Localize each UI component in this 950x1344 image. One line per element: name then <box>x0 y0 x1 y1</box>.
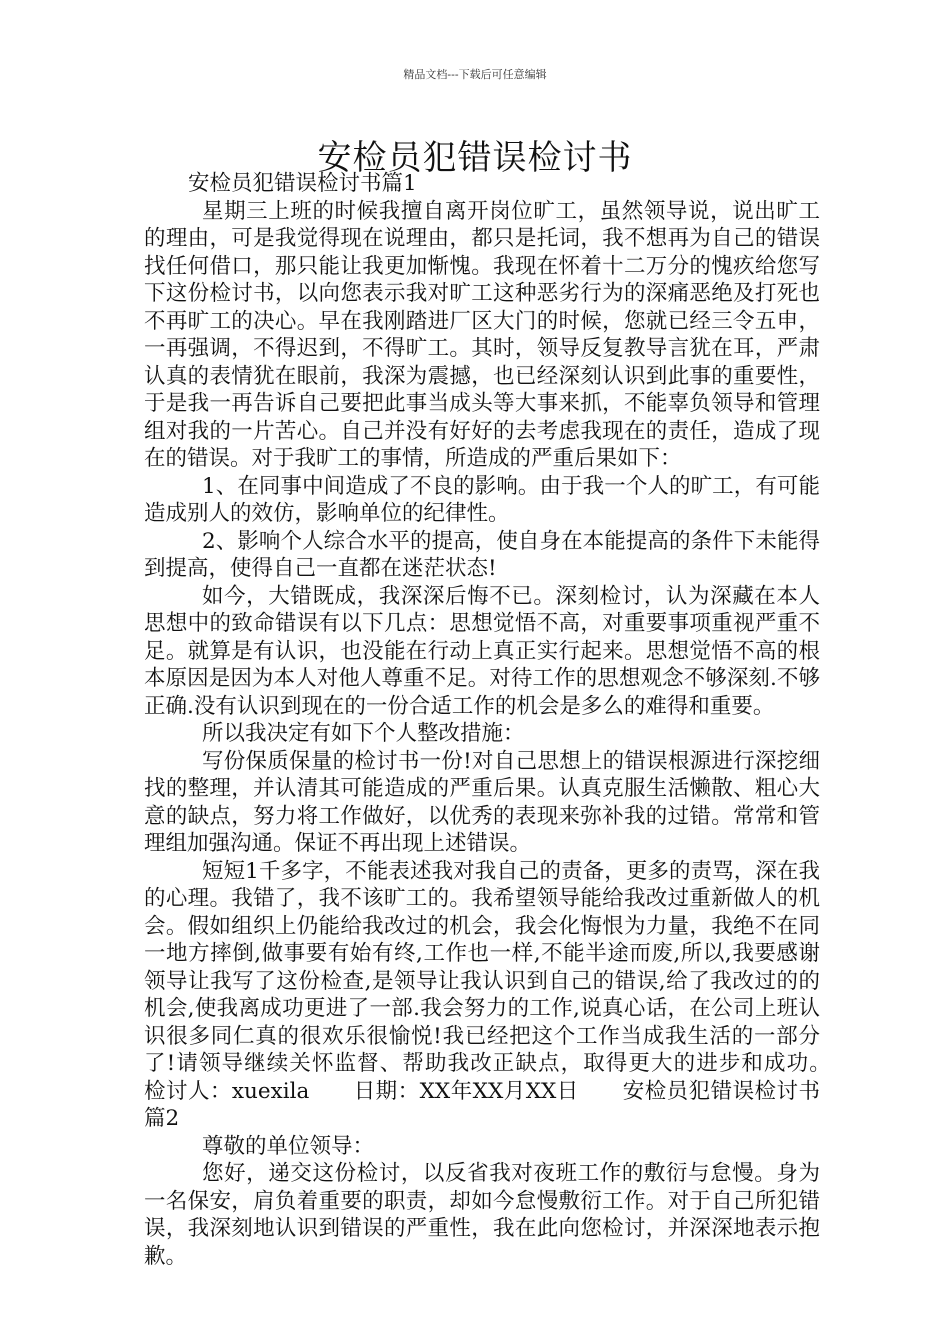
list-item: 1、在同事中间造成了不良的影响。由于我一个人的旷工，有可能造成别人的效仿，影响单位的纪律性。 <box>144 473 820 526</box>
document-title: 安检员犯错误检讨书 <box>317 138 633 178</box>
section-heading-1: 安检员犯错误检讨书篇1 <box>188 171 417 196</box>
paragraph: 如今，大错既成，我深深后悔不已。深刻检讨，认为深藏在本人思想中的致命错误有以下几点：思想觉悟不高，对重要事项重视严重不足。就算是有认识，也没能在行动上真正实行起来。思想觉悟不高的根本原因是因为本人对他人尊重不足。对待工作的思想观念不够深刻.不够正确.没有认识到现在的一份合适工作的机会是多么的难得和重要。 <box>144 583 820 719</box>
paragraph: 星期三上班的时候我擅自离开岗位旷工，虽然领导说，说出旷工的理由，可是我觉得现在说理由，都只是托词，我不想再为自己的错误找任何借口，那只能让我更加惭愧。我现在怀着十二万分的愧疚给您写下这份检讨书，以向您表示我对旷工这种恶劣行为的深痛恶绝及打死也不再旷工的决心。早在我刚踏进厂区大门的时候，您就已经三令五申，一再强调，不得迟到，不得旷工。其时，领导反复教导言犹在耳，严肃认真的表情犹在眼前，我深为震撼，也已经深刻认识到此事的重要性，于是我一再告诉自己要把此事当成头等大事来抓，不能辜负领导和管理组对我的一片苦心。自己并没有好好的去考虑我现在的责任，造成了现在的错误。对于我旷工的事情，所造成的严重后果如下： <box>144 198 820 471</box>
header-note: 精品文档---下载后可任意编辑 <box>403 68 547 81</box>
document-body <box>144 170 864 1270</box>
paragraph: 短短1千多字，不能表述我对我自己的责备，更多的责骂，深在我的心理。我错了，我不该旷工的。我希望领导能给我改过重新做人的机会。假如组织上仍能给我改过的机会，我会化悔恨为力量，我绝不在同一地方摔倒,做事要有始有终,工作也一样,不能半途而废,所以,我要感谢领导让我写了这份检查,是领导让我认识到自己的错误,给了我改过的的机会,使我离成功更进了一部.我会努力的工作,说真心话，在公司上班认识很多同仁真的很欢乐很愉悦!我已经把这个工作当成我生活的一部分了!请领导继续关怀监督、帮助我改正缺点，取得更大的进步和成功。 检讨人：xuexila 日期：XX年XX月XX日 安检员犯错误检讨书篇2 <box>144 858 864 1131</box>
paragraph: 写份保质保量的检讨书一份!对自己思想上的错误根源进行深挖细找的整理，并认清其可能造成的严重后果。认真克服生活懒散、粗心大意的缺点，努力将工作做好，以优秀的表现来弥补我的过错。常常和管理组加强沟通。保证不再出现上述错误。 <box>144 748 820 856</box>
salutation: 尊敬的单位领导： <box>202 1133 375 1159</box>
list-item: 2、影响个人综合水平的提高，使自身在本能提高的条件下未能得到提高，使得自己一直都在迷茫状态! <box>144 528 820 581</box>
paragraph: 您好，递交这份检讨，以反省我对夜班工作的敷衍与怠慢。身为一名保安，肩负着重要的职责，却如今怠慢敷衍工作。对于自己所犯错误，我深刻地认识到错误的严重性，我在此向您检讨，并深深地表示抱歉。 <box>144 1161 820 1269</box>
paragraph: 所以我决定有如下个人整改措施： <box>202 721 525 746</box>
